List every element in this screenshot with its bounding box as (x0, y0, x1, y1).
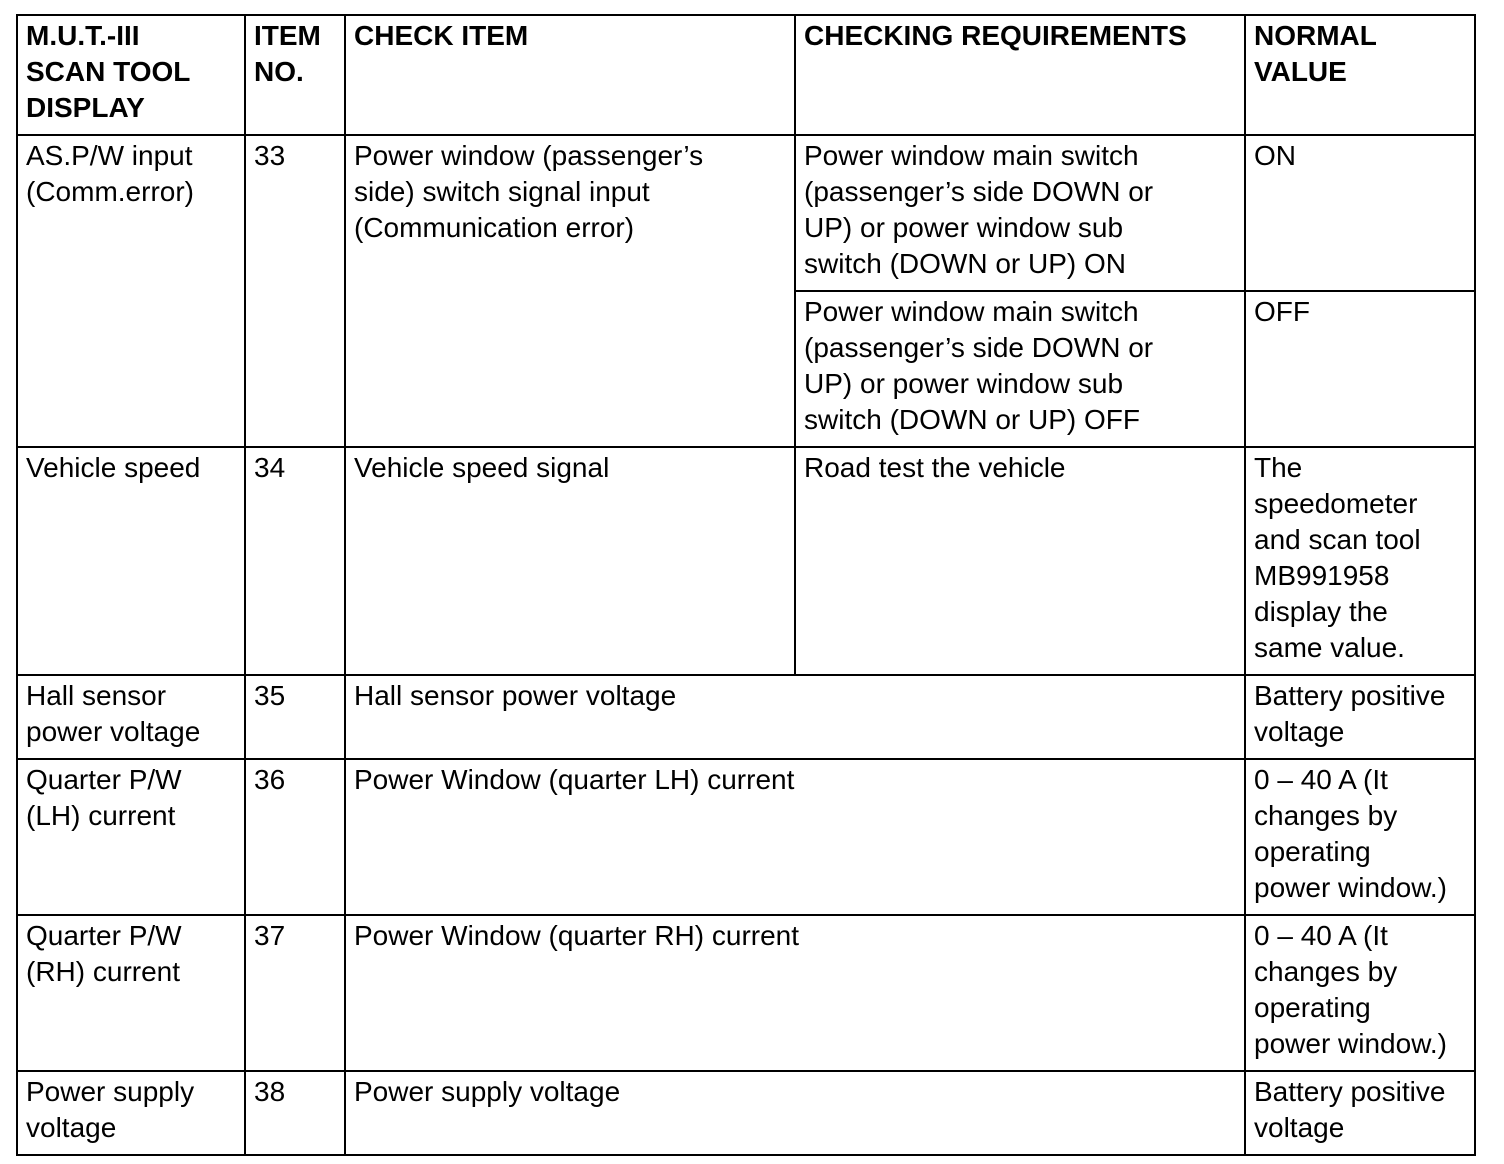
header-normal-value: NORMAL VALUE (1245, 15, 1475, 135)
table-row-33 (17, 135, 1475, 291)
cell-display: Vehicle speed (17, 447, 245, 675)
cell-requirement: Power window main switch (passenger’s side DOWN or UP) or power window sub switch (DOWN or UP) OFF (795, 291, 1245, 447)
table-row-38 (17, 1071, 1475, 1155)
table-row-36 (17, 759, 1475, 915)
inspection-table (16, 14, 1476, 1156)
cell-normal-value: OFF (1245, 291, 1475, 447)
cell-check-item: Hall sensor power voltage (345, 675, 1245, 759)
cell-check-item: Power Window (quarter LH) current (345, 759, 1245, 915)
table-row-35 (17, 675, 1475, 759)
cell-normal-value: 0 – 40 A (It changes by operating power window.) (1245, 915, 1475, 1071)
cell-requirement: Power window main switch (passenger’s side DOWN or UP) or power window sub switch (DOWN or UP) ON (795, 135, 1245, 291)
cell-check-item: Vehicle speed signal (345, 447, 795, 675)
cell-display: Hall sensor power voltage (17, 675, 245, 759)
cell-display: Power supply voltage (17, 1071, 245, 1155)
cell-normal-value: 0 – 40 A (It changes by operating power window.) (1245, 759, 1475, 915)
cell-check-item: Power Window (quarter RH) current (345, 915, 1245, 1071)
cell-item-no: 36 (245, 759, 345, 915)
cell-display: AS.P/W input (Comm.error) (17, 135, 245, 447)
cell-check-item: Power window (passenger’s side) switch signal input (Communication error) (345, 135, 795, 447)
header-check-item: CHECK ITEM (345, 15, 795, 135)
cell-normal-value: Battery positive voltage (1245, 1071, 1475, 1155)
cell-item-no: 35 (245, 675, 345, 759)
table-row-34 (17, 447, 1475, 675)
cell-item-no: 37 (245, 915, 345, 1071)
cell-requirement: Road test the vehicle (795, 447, 1245, 675)
cell-item-no: 38 (245, 1071, 345, 1155)
header-row (17, 15, 1475, 135)
header-item-no: ITEM NO. (245, 15, 345, 135)
cell-item-no: 33 (245, 135, 345, 447)
cell-normal-value: ON (1245, 135, 1475, 291)
cell-display: Quarter P/W (LH) current (17, 759, 245, 915)
header-checking-requirements: CHECKING REQUIREMENTS (795, 15, 1245, 135)
table-row-37 (17, 915, 1475, 1071)
cell-item-no: 34 (245, 447, 345, 675)
cell-normal-value: Battery positive voltage (1245, 675, 1475, 759)
header-scan-tool-display: M.U.T.-III SCAN TOOL DISPLAY (17, 15, 245, 135)
cell-check-item: Power supply voltage (345, 1071, 1245, 1155)
cell-display: Quarter P/W (RH) current (17, 915, 245, 1071)
cell-normal-value: The speedometer and scan tool MB991958 display the same value. (1245, 447, 1475, 675)
